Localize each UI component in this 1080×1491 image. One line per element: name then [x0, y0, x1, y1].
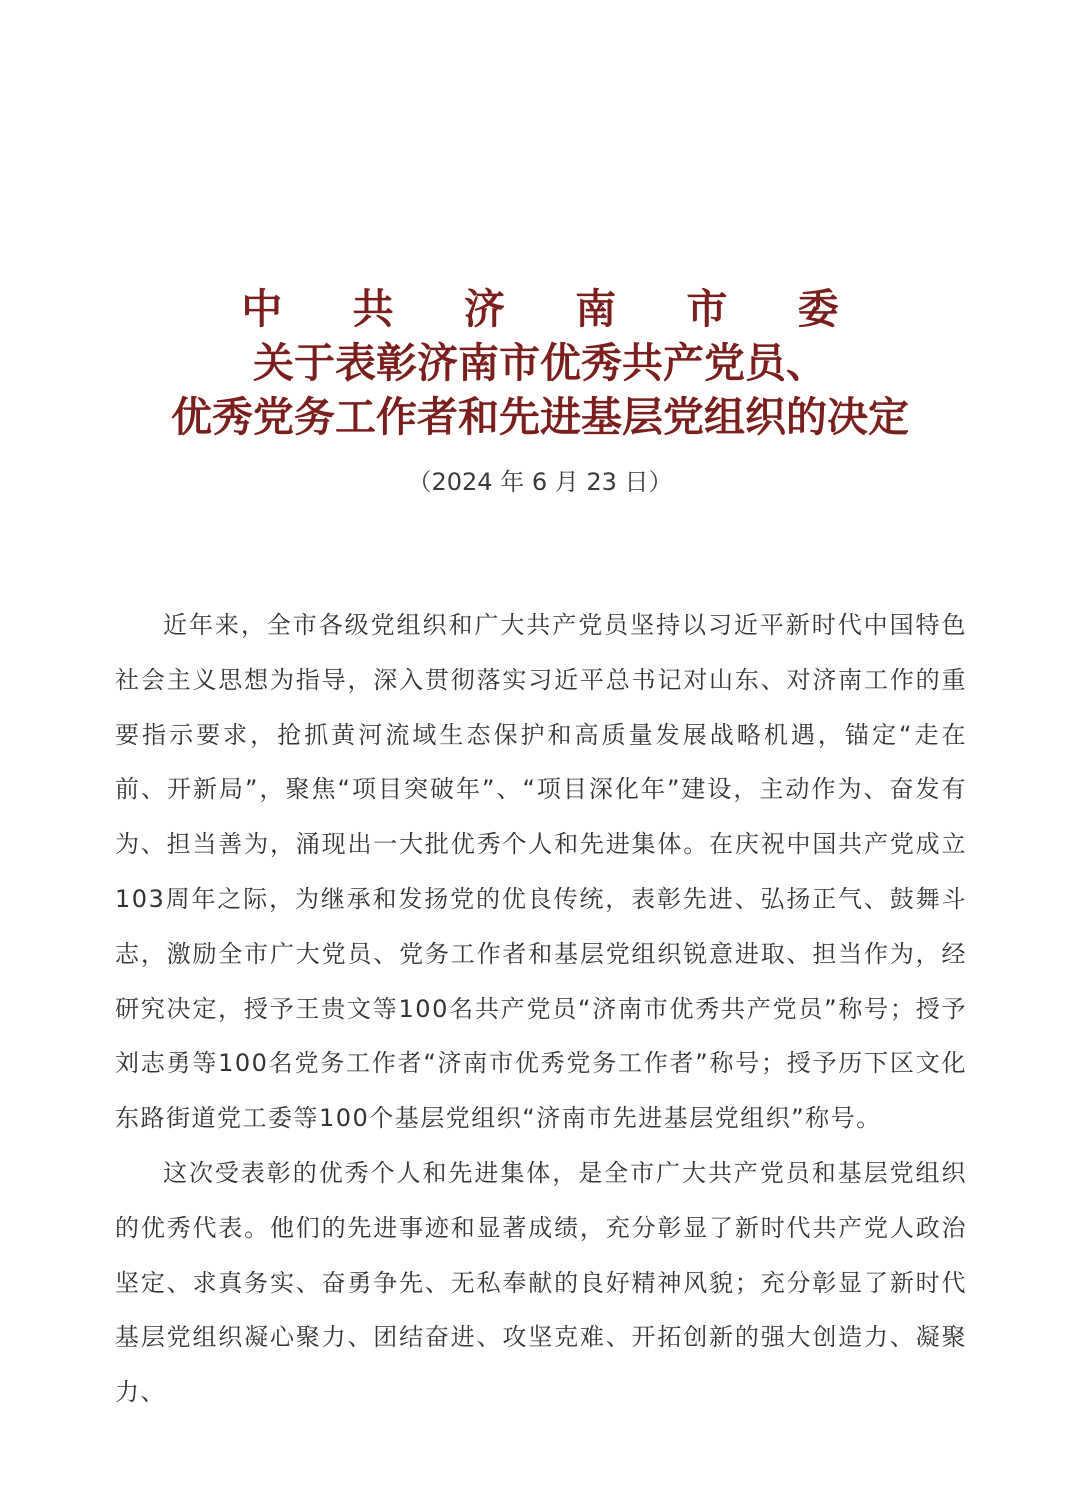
title-line-subject-2: 优秀党务工作者和先进基层党组织的决定	[171, 393, 909, 441]
body-paragraph-1: 近年来，全市各级党组织和广大共产党员坚持以习近平新时代中国特色社会主义思想为指导，深入贯彻落实习近平总书记对山东、对济南工作的重要指示要求，抢抓黄河流域生态保护和高质量发展战略机遇，锚定“走在前、开新局”，聚焦“项目突破年”、“项目深化年”建设，主动作为、奋发有为、担当善为，涌现出一大批优秀个人和先进集体。在庆祝中国共产党成立103周年之际，为继承和发扬党的优良传统，表彰先进、弘扬正气、鼓舞斗志，激励全市广大党员、党务工作者和基层党组织锐意进取、担当作为，经研究决定，授予王贵文等100名共产党员“济南市优秀共产党员”称号；授予刘志勇等100名党务工作者“济南市优秀党务工作者”称号；授予历下区文化东路街道党工委等100个基层党组织“济南市先进基层党组织”称号。	[115, 611, 967, 1133]
document-title	[0, 282, 1080, 444]
title-line-subject-1: 关于表彰济南市优秀共产党员、	[253, 339, 827, 387]
body-paragraph-2: 这次受表彰的优秀个人和先进集体，是全市广大共产党员和基层党组织的优秀代表。他们的先进事迹和显著成绩，充分彰显了新时代共产党人政治坚定、求真务实、奋勇争先、无私奉献的良好精神风貌；充分彰显了新时代基层党组织凝心聚力、团结奋进、攻坚克难、开拓创新的强大创造力、凝聚力、	[115, 1158, 967, 1407]
document-date: （2024 年 6 月 23 日）	[407, 468, 673, 496]
title-line-issuer: 中 共 济 南 市 委	[241, 285, 867, 333]
document-body	[115, 598, 967, 1420]
